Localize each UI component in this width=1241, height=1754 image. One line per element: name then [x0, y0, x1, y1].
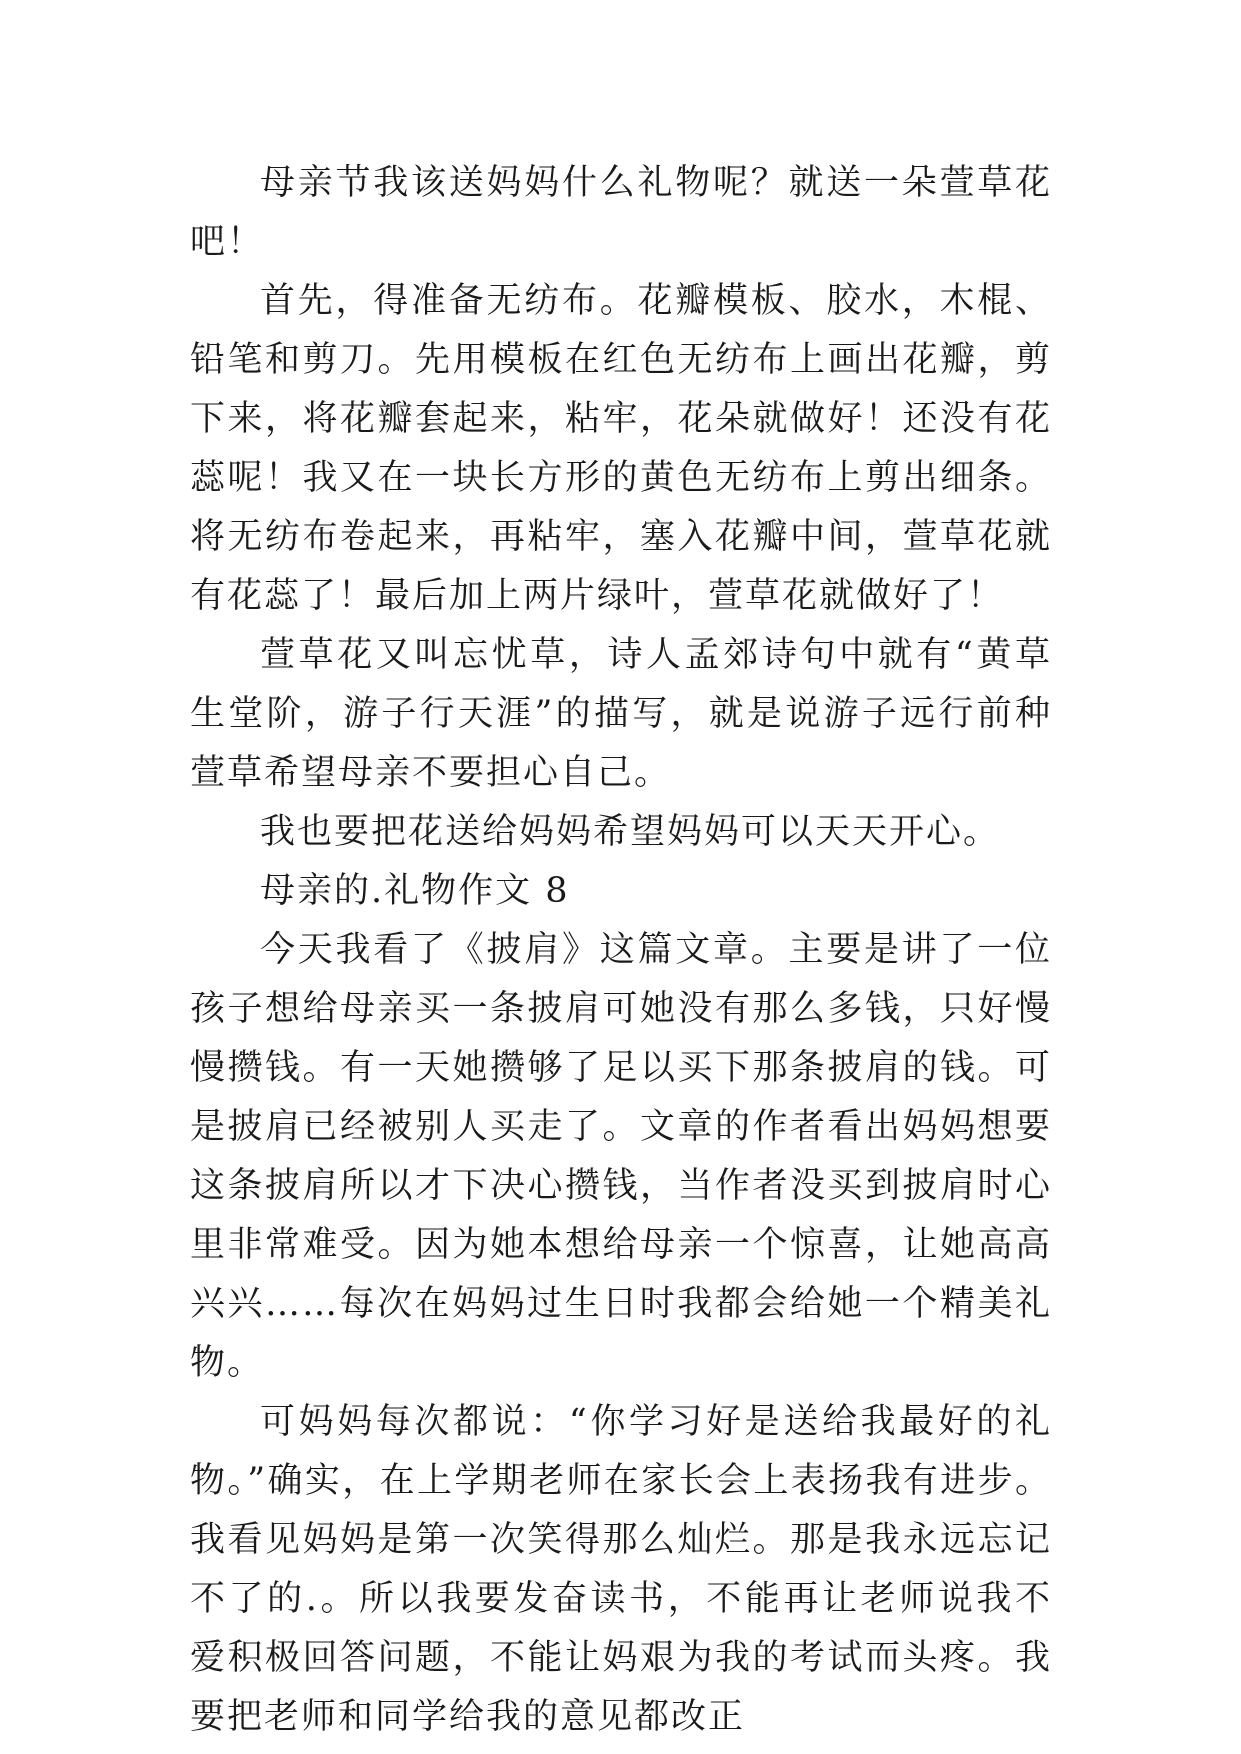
paragraph-4: 我也要把花送给妈妈希望妈妈可以天天开心。	[260, 812, 1001, 852]
document-body	[190, 154, 1052, 1747]
paragraph-3: 萱草花又叫忘忧草，诗人孟郊诗句中就有“黄草生堂阶，游子行天涯”的描写，就是说游子远行前种萱草希望母亲不要担心自己。	[190, 635, 1052, 793]
paragraph-1: 母亲节我该送妈妈什么礼物呢？就送一朵萱草花吧！	[190, 163, 1052, 262]
paragraph-5: 今天我看了《披肩》这篇文章。主要是讲了一位孩子想给母亲买一条披肩可她没有那么多钱，只好慢慢攒钱。有一天她攒够了足以买下那条披肩的钱。可是披肩已经被别人买走了。文章的作者看出妈妈想要这条披肩所以才下决心攒钱，当作者没买到披肩时心里非常难受。因为她本想给母亲一个惊喜，让她高高兴兴……每次在妈妈过生日时我都会给她一个精美礼物。	[190, 930, 1052, 1383]
paragraph-2: 首先，得准备无纺布。花瓣模板、胶水，木棍、铅笔和剪刀。先用模板在红色无纺布上画出花瓣，剪下来，将花瓣套起来，粘牢，花朵就做好！还没有花蕊呢！我又在一块长方形的黄色无纺布上剪出细条。将无纺布卷起来，再粘牢，塞入花瓣中间，萱草花就有花蕊了！最后加上两片绿叶，萱草花就做好了！	[190, 281, 1052, 616]
paragraph-6: 可妈妈每次都说：“你学习好是送给我最好的礼物。”确实，在上学期老师在家长会上表扬我有进步。我看见妈妈是第一次笑得那么灿烂。那是我永远忘记不了的.。所以我要发奋读书，不能再让老师说我不爱积极回答问题，不能让妈艰为我的考试而头疼。我要把老师和同学给我的意见都改正	[190, 1402, 1052, 1737]
section-heading: 母亲的.礼物作文 8	[260, 871, 570, 911]
